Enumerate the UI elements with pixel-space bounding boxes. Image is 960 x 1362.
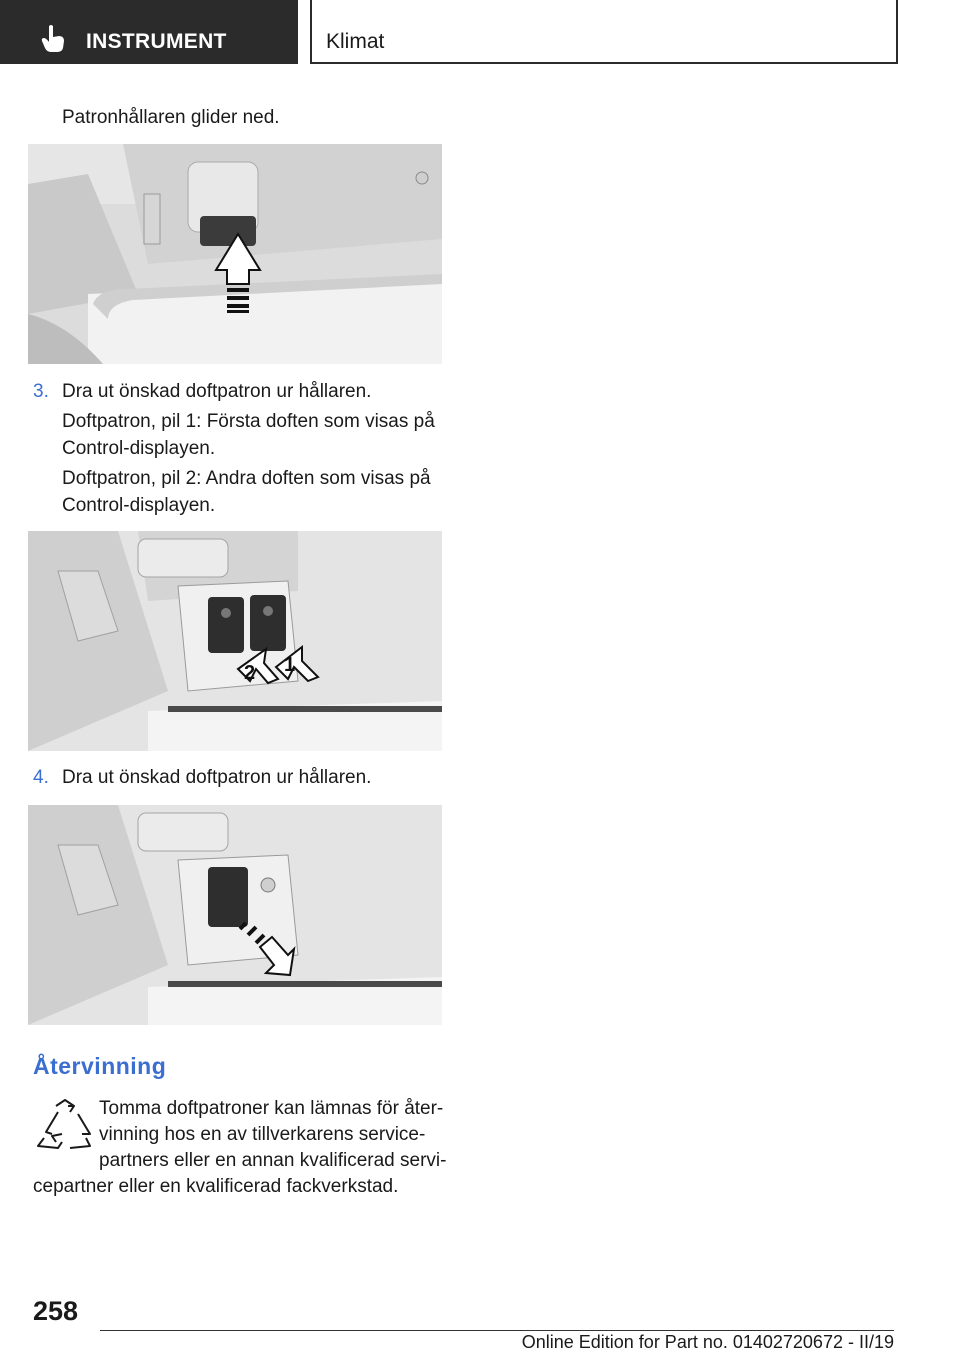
footer-edition: Online Edition for Part no. 01402720672 - II/19 [521, 1332, 894, 1352]
pointing-hand-icon [40, 24, 66, 52]
footer-divider [100, 1330, 894, 1331]
step-number: 3. [33, 381, 49, 402]
paragraph-line: vinning hos en av tillverkarens service- [99, 1124, 426, 1145]
section-heading: Återvinning [33, 1053, 167, 1079]
header-chapter-tab [310, 0, 898, 64]
paragraph-line: cepartner eller en kvalificerad fackverkstad. [33, 1176, 399, 1197]
figure-cartridges-arrows [28, 531, 442, 751]
header-section-label: INSTRUMENT [86, 30, 227, 53]
paragraph-line: partners eller en annan kvalificerad servi- [99, 1150, 447, 1171]
arrow-label: 2 [244, 662, 256, 684]
step-text: Dra ut önskad doftpatron ur hållaren. [62, 767, 372, 788]
step-text: Doftpatron, pil 1: Första doften som visas på [62, 411, 435, 432]
figure-holder-slides [28, 144, 442, 364]
step-text: Doftpatron, pil 2: Andra doften som visas på [62, 468, 431, 489]
arrow-label: 1 [284, 654, 296, 676]
paragraph-line: Tomma doftpatroner kan lämnas för åter- [99, 1098, 444, 1119]
step-text: Control-displayen. [62, 438, 216, 459]
intro-text: Patronhållaren glider ned. [62, 107, 280, 128]
step-text: Control-displayen. [62, 495, 216, 516]
step-text: Dra ut önskad doftpatron ur hållaren. [62, 381, 372, 402]
recycle-icon [34, 1098, 96, 1152]
header-chapter-label: Klimat [326, 30, 385, 53]
step-number: 4. [33, 767, 49, 788]
figure-pull-cartridge [28, 805, 442, 1025]
page-number: 258 [33, 1296, 79, 1326]
header-section-tab [0, 0, 298, 64]
